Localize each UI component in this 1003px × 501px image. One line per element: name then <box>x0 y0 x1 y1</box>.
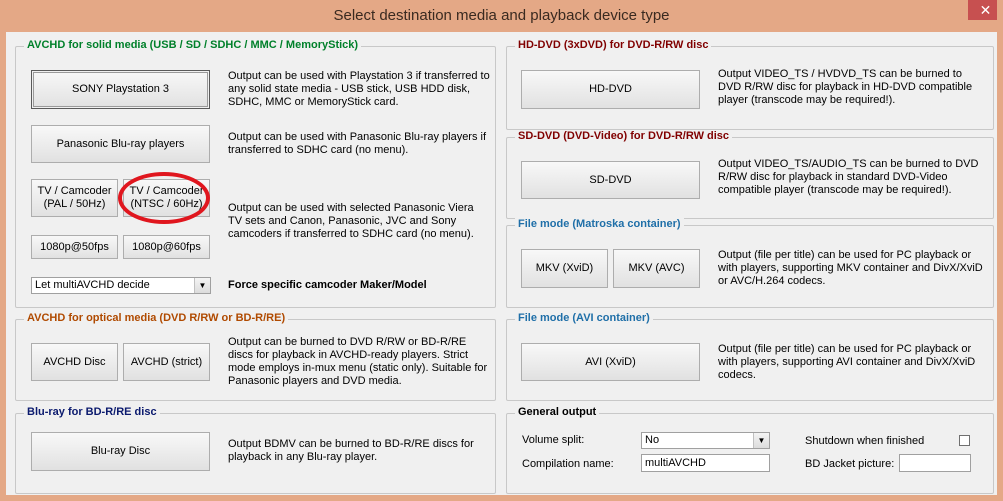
avchd-strict-button[interactable]: AVCHD (strict) <box>123 343 210 381</box>
ps3-button[interactable]: SONY Playstation 3 <box>31 70 210 109</box>
sddvd-description: Output VIDEO_TS/AUDIO_TS can be burned to DVD R/RW disc for playback in standard DVD-Video compatible player (transcode may be required!). <box>718 158 979 196</box>
avi-xvid-button[interactable]: AVI (XviD) <box>521 343 700 381</box>
close-icon[interactable]: ✕ <box>968 0 1003 20</box>
avchd-disc-button[interactable]: AVCHD Disc <box>31 343 118 381</box>
mkv-description: Output (file per title) can be used for PC playback or with players, supporting MKV container and DivX/XviD or AVC/H.264 codecs. <box>718 249 983 287</box>
hddvd-description: Output VIDEO_TS / HVDVD_TS can be burned to DVD R/RW disc for playback in HD-DVD compatible player (transcode may be required!). <box>718 68 973 106</box>
dialog-client <box>6 32 997 496</box>
general-output-legend: General output <box>515 406 599 418</box>
mkv-avc-button[interactable]: MKV (AVC) <box>613 249 700 288</box>
compilation-name-label: Compilation name: <box>522 458 614 470</box>
bluray-description: Output BDMV can be burned to BD-R/RE discs for playback in any Blu-ray player. <box>228 438 474 463</box>
panasonic-description: Output can be used with Panasonic Blu-ray players if transferred to SDHC card (no menu). <box>228 131 487 156</box>
volume-split-select[interactable] <box>641 432 770 449</box>
tv-description: Output can be used with selected Panasonic Viera TV sets and Canon, Panasonic, JVC and Sony camcoders if transferred to SDHC card (no menu). <box>228 202 474 240</box>
camcoder-maker-value: Let multiAVCHD decide <box>35 279 150 291</box>
ps3-description: Output can be used with Playstation 3 if transferred to any solid state media - USB stick, USB HDD disk, SDHC, MMC or MemoryStick card. <box>228 70 490 108</box>
sddvd-legend: SD-DVD (DVD-Video) for DVD-R/RW disc <box>515 130 732 142</box>
hddvd-legend: HD-DVD (3xDVD) for DVD-R/RW disc <box>515 39 711 51</box>
camcoder-maker-label: Force specific camcoder Maker/Model <box>228 279 427 291</box>
bluray-disc-button[interactable]: Blu-ray Disc <box>31 432 210 471</box>
camcoder-maker-select[interactable] <box>31 277 211 294</box>
panasonic-bluray-button[interactable]: Panasonic Blu-ray players <box>31 125 210 163</box>
tv-pal-button[interactable]: TV / Camcoder (PAL / 50Hz) <box>31 179 118 217</box>
chevron-down-icon[interactable]: ▼ <box>194 278 210 293</box>
avi-description: Output (file per title) can be used for PC playback or with players, supporting AVI container and DivX/XviD codecs. <box>718 343 976 381</box>
mkv-xvid-button[interactable]: MKV (XviD) <box>521 249 608 288</box>
avi-legend: File mode (AVI container) <box>515 312 653 324</box>
bluray-legend: Blu-ray for BD-R/RE disc <box>24 406 160 418</box>
mkv-legend: File mode (Matroska container) <box>515 218 684 230</box>
avchd-optical-legend: AVCHD for optical media (DVD R/RW or BD-R/RE) <box>24 312 288 324</box>
avchd-solid-legend: AVCHD for solid media (USB / SD / SDHC / MMC / MemoryStick) <box>24 39 361 51</box>
shutdown-label: Shutdown when finished <box>805 435 925 447</box>
shutdown-checkbox[interactable] <box>959 435 970 446</box>
volume-split-label: Volume split: <box>522 434 585 446</box>
avchd-optical-description: Output can be burned to DVD R/RW or BD-R/RE discs for playback in AVCHD-ready players. Strict mode employs in-mux menu (static only). Suitable for Panasonic players and DVD media. <box>228 336 488 387</box>
compilation-name-input[interactable]: multiAVCHD <box>641 454 770 472</box>
volume-split-value: No <box>645 434 660 446</box>
1080p60-button[interactable]: 1080p@60fps <box>123 235 210 259</box>
window-title: Select destination media and playback device type <box>333 7 670 24</box>
title-bar <box>0 0 1003 32</box>
bd-jacket-input[interactable] <box>899 454 971 472</box>
sddvd-button[interactable]: SD-DVD <box>521 161 700 199</box>
tv-ntsc-button[interactable]: TV / Camcoder (NTSC / 60Hz) <box>123 179 210 217</box>
1080p50-button[interactable]: 1080p@50fps <box>31 235 118 259</box>
bd-jacket-label: BD Jacket picture: <box>805 458 895 470</box>
chevron-down-icon[interactable]: ▼ <box>753 433 769 448</box>
hddvd-button[interactable]: HD-DVD <box>521 70 700 109</box>
